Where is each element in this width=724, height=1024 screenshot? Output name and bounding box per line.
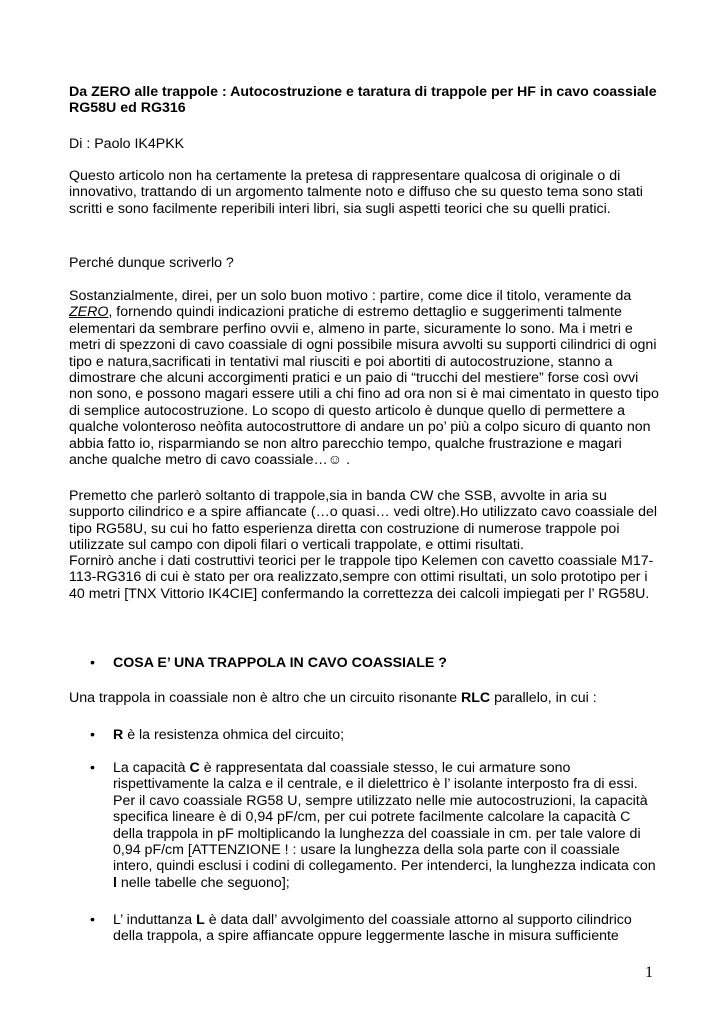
paragraph-motivation xyxy=(69,288,661,468)
zero-emphasis: ZERO xyxy=(69,304,109,321)
list-item-text xyxy=(113,727,658,743)
rlc-term: RLC xyxy=(460,690,491,706)
bullet-icon: • xyxy=(90,760,95,776)
paragraph-rlc xyxy=(69,690,661,706)
rlc-text-start: Una trappola in coassiale non è altro che un circuito risonante xyxy=(69,690,458,706)
paragraph-intro: Questo articolo non ha certamente la pretesa di rappresentare qualcosa di originale o di innovativo, trattando di un argomento talmente noto e diffuso che su questo tema sono stati scritti e sono facilmente reperibili interi libri, sia sugli aspetti teorici che su quelli pratici. xyxy=(69,168,643,217)
paragraph-premise: Premetto che parlerò soltanto di trappole,sia in banda CW che SSB, avvolte in aria su supporto cilindrico e a spire affiancate (…o quasi… vedi oltre).Ho utilizzato cavo coassiale del tipo RG58U, su cui ho fatto esperienza diretta con costruzione di numerose trappole poi utilizzate sul campo con dipoli filari o verticali trappolate, e ottimi risultati. xyxy=(69,488,658,554)
capacitance-text-end: nelle tabelle che seguono]; xyxy=(120,874,290,891)
capacitance-text-mid: è rappresentata dal coassiale stesso, le cui armature sono rispettivamente la calza e il centrale, e il dielettrico è l’ isolante interposto fra di essi. Per il cavo coassiale RG58 U, sempre utilizzato nelle mie autocostruzioni, la capacità specifica lineare è di 0,94 pF/cm, per cui potrete facilmente calcolare la capacità C della trappola in pF moltiplicando la lunghezza del coassiale in cm. per tale valore di 0,94 pF/cm [ATTENZIONE ! : usare la lunghezza della sola parte con il coassiale intero, quindi esclusi i codini di collegamento. Per intenderci, la lunghezza indicata con xyxy=(113,760,656,875)
bullet-icon: • xyxy=(90,912,95,928)
inductance-text-end: è data dall’ avvolgimento del coassiale attorno al supporto cilindrico della trappola, a spire affiancate oppure leggermente lasche in misura sufficiente xyxy=(113,912,632,945)
rlc-text-end: parallelo, in cui : xyxy=(494,690,597,706)
bullet-icon: • xyxy=(90,727,95,743)
motivation-text-start: Sostanzialmente, direi, per un solo buon motivo : partire, come dice il titolo, veramente da xyxy=(69,288,632,304)
list-item-text xyxy=(113,912,658,945)
paragraph-kelemen: Fornirò anche i dati costruttivi teorici per le trappole tipo Kelemen con cavetto coassiale M17-113-RG316 di cui è stato per ora realizzato,sempre con ottimi risultati, un solo prototipo per i 40 metri [TNX Vittorio IK4CIE] confermando la correttezza dei calcoli impiegati per l’ RG58U. xyxy=(69,553,654,602)
resistance-text: è la resistenza ohmica del circuito; xyxy=(127,727,345,743)
term-r: R xyxy=(113,727,124,743)
capacitance-text-start: La capacità xyxy=(113,760,186,776)
list-item-text xyxy=(113,760,658,891)
paragraph-question: Perché dunque scriverlo ? xyxy=(69,255,234,271)
page-number: 1 xyxy=(645,964,653,981)
bullet-icon: • xyxy=(90,655,95,671)
term-l: L xyxy=(196,912,205,928)
term-c: C xyxy=(189,760,200,776)
motivation-text-end: , fornendo quindi indicazioni pratiche di estremo dettaglio e suggerimenti talmente elementari da sembrare perfino ovvii e, almeno in parte, sicuramente lo sono. Ma i metri e metri di spezzoni di cavo coassiale di ogni possibile misura avvolti su supporti cilindrici di ogni tipo e natura,sacrificati in tentativi mal riusciti e poi abortiti di autocostruzione, stanno a dimostrare che alcuni accorgimenti pratici e un paio di “trucchi del mestiere” forse così ovvi non sono, e possono magari essere utili a chi fino ad ora non si è mai cimentato in questo tipo di semplice autocostruzione. Lo scopo di questo articolo è dunque quello di permettere a qualche volonteroso neòfita autocostruttore di andare un po’ più a colpo sicuro di quanto non abbia fatto io, risparmiando se non altro parecchio tempo, qualche frustrazione e magari anche qualche metro di cavo coassiale…☺ . xyxy=(69,304,659,469)
section-heading: COSA E’ UNA TRAPPOLA IN CAVO COASSIALE ? xyxy=(113,655,447,671)
term-l-length: l xyxy=(113,874,117,891)
document-title: Da ZERO alle trappole : Autocostruzione e taratura di trappole per HF in cavo coassiale RG58U ed RG316 xyxy=(69,84,657,117)
byline: Di : Paolo IK4PKK xyxy=(69,136,185,152)
inductance-text-start: L’ induttanza xyxy=(113,912,193,928)
